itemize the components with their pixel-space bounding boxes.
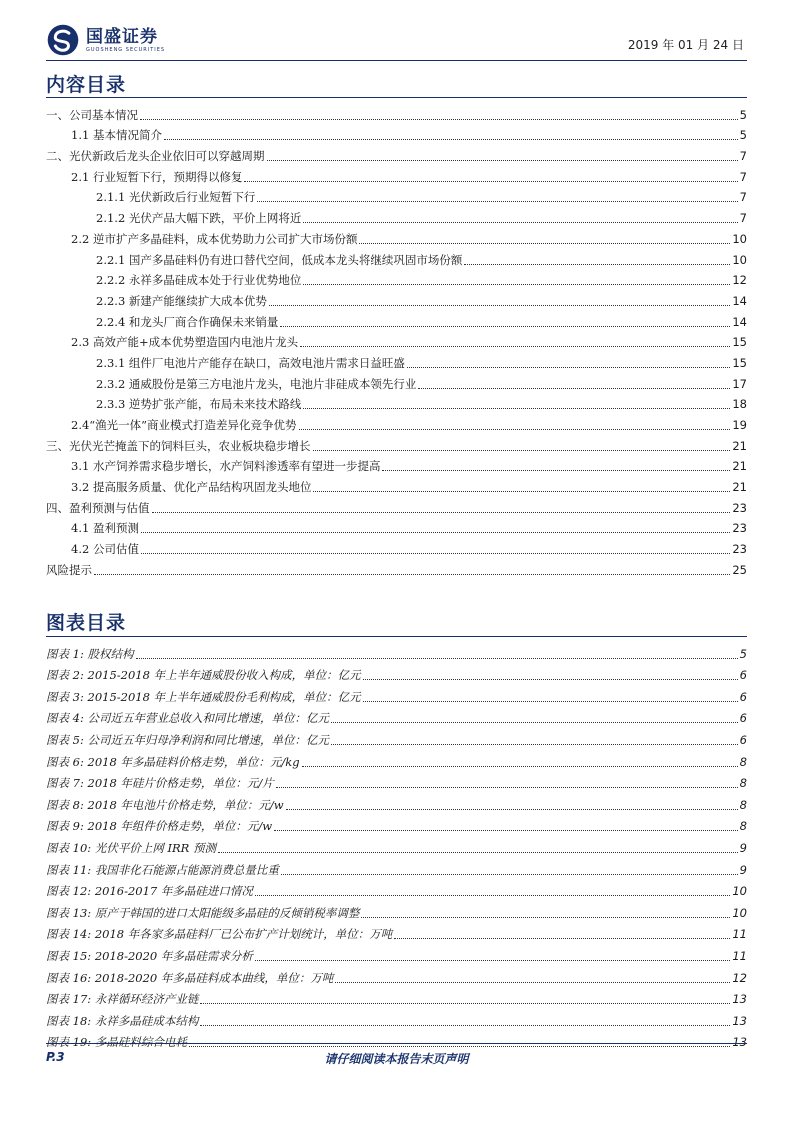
dot-leader [363, 679, 738, 680]
dot-leader [257, 201, 737, 202]
dot-leader [136, 658, 738, 659]
logo-name-cn: 国盛证券 [86, 26, 158, 47]
figure-entry-label: 图表 13: 原产于韩国的进口太阳能级多晶硅的反倾销税率调整 [46, 905, 360, 920]
toc-entry[interactable] [46, 412, 747, 433]
dot-leader [281, 874, 738, 875]
figure-entry-label: 图表 19: 多晶硅料综合电耗 [46, 1035, 187, 1050]
toc-entry-label: 2.1 行业短暂下行，预期得以修复 [71, 169, 243, 184]
figure-entry[interactable] [46, 1029, 747, 1051]
figure-entry[interactable] [46, 726, 747, 748]
figure-entry-label: 图表 6: 2018 年多晶硅料价格走势，单位：元/kg [46, 754, 300, 769]
dot-leader [255, 960, 730, 961]
figure-entry-page-number: 8 [739, 797, 747, 812]
figure-entry-page-number: 13 [732, 992, 747, 1007]
dot-leader [141, 553, 730, 554]
dot-leader [218, 852, 738, 853]
toc-entry[interactable] [46, 371, 747, 392]
company-logo [46, 22, 165, 58]
toc-entry[interactable] [46, 205, 747, 226]
dot-leader [382, 470, 730, 471]
dot-leader [363, 701, 738, 702]
dot-leader [418, 388, 730, 389]
figure-entry[interactable] [46, 705, 747, 727]
figure-entry[interactable] [46, 986, 747, 1008]
dot-leader [313, 450, 731, 451]
toc-entry[interactable] [46, 330, 747, 351]
toc-entry-page-number: 18 [732, 397, 747, 412]
figure-entry-label: 图表 2: 2015-2018 年上半年通威股份收入构成，单位：亿元 [46, 668, 361, 683]
toc-entry-label: 3.2 提高服务质量、优化产品结构巩固龙头地位 [71, 480, 312, 495]
dot-leader [407, 367, 730, 368]
dot-leader [286, 809, 738, 810]
toc-entry-page-number: 5 [739, 128, 747, 143]
footer-divider [46, 1043, 747, 1044]
toc-entry-page-number: 21 [732, 459, 747, 474]
figure-entry-label: 图表 4: 公司近五年营业总收入和同比增速，单位：亿元 [46, 711, 329, 726]
dot-leader [140, 119, 738, 120]
toc-entry[interactable] [46, 433, 747, 454]
toc-entry[interactable] [46, 226, 747, 247]
figure-entry-label: 图表 5: 公司近五年归母净利润和同比增速，单位：亿元 [46, 732, 329, 747]
figures-title: 图表目录 [46, 612, 127, 634]
figure-entry[interactable] [46, 748, 747, 770]
figure-entry-page-number: 12 [732, 970, 747, 985]
dot-leader [300, 346, 730, 347]
toc-entry-page-number: 23 [732, 500, 747, 515]
dot-leader [152, 512, 731, 513]
dot-leader [299, 429, 731, 430]
toc-entry[interactable] [46, 247, 747, 268]
figure-entry[interactable] [46, 834, 747, 856]
toc-entry-label: 4.2 公司估值 [71, 542, 139, 557]
dot-leader [280, 326, 730, 327]
figure-entry-page-number: 13 [732, 1013, 747, 1028]
toc-entry[interactable] [46, 392, 747, 413]
toc-entry[interactable] [46, 516, 747, 537]
dot-leader [255, 895, 730, 896]
toc-entry-label: 2.3.3 逆势扩张产能，布局未来技术路线 [96, 397, 302, 412]
logo-name-en: GUOSHENG SECURITIES [86, 46, 166, 53]
toc-entry-page-number: 15 [732, 355, 747, 370]
toc-entry-page-number: 19 [732, 418, 747, 432]
toc-entry-page-number: 17 [732, 376, 747, 391]
page-number: P.3 [46, 1050, 65, 1064]
toc-entry-page-number: 7 [739, 169, 747, 184]
figure-entry[interactable] [46, 662, 747, 684]
figure-entry-page-number: 10 [732, 884, 747, 899]
figure-entry[interactable] [46, 856, 747, 878]
toc-entry[interactable] [46, 102, 747, 123]
figure-entry[interactable] [46, 899, 747, 921]
figure-entry-label: 图表 10: 光伏平价上网 IRR 预测 [46, 840, 216, 855]
dot-leader [302, 766, 738, 767]
toc-entry-label: 2.2.2 永祥多晶硅成本处于行业优势地位 [96, 273, 302, 288]
toc-entry[interactable] [46, 495, 747, 516]
figure-entry-page-number: 5 [739, 646, 747, 661]
contents-title: 内容目录 [46, 74, 127, 96]
figure-entry[interactable] [46, 942, 747, 964]
figure-entry-label: 图表 14: 2018 年各家多晶硅料厂已公布扩产计划统计，单位：万吨 [46, 927, 393, 942]
figure-entry-label: 图表 3: 2015-2018 年上半年通威股份毛利构成，单位：亿元 [46, 689, 361, 704]
toc-entry-label: 4.1 盈利预测 [71, 521, 139, 536]
logo-mark-icon [46, 23, 80, 57]
figure-entry-page-number: 11 [732, 948, 747, 963]
toc-entry-page-number: 14 [732, 293, 747, 308]
figure-entry-page-number: 8 [739, 776, 747, 791]
header-divider [46, 60, 747, 61]
dot-leader [189, 1046, 731, 1047]
figure-entry-page-number: 9 [739, 840, 747, 855]
toc-entry[interactable] [46, 536, 747, 557]
dot-leader [361, 917, 730, 918]
toc-entry-page-number: 15 [732, 335, 747, 350]
contents-title-divider [46, 97, 747, 98]
dot-leader [303, 408, 730, 409]
toc-entry-label: 2.2.4 和龙头厂商合作确保未来销量 [96, 314, 279, 329]
toc-entry-label: 3.1 水产饲养需求稳步增长，水产饲料渗透率有望进一步提高 [71, 459, 381, 474]
toc-entry-page-number: 7 [739, 211, 747, 226]
figure-entry[interactable] [46, 878, 747, 900]
toc-entry-label: 1.1 基本情况简介 [71, 128, 162, 143]
figure-entry-label: 图表 15: 2018-2020 年多晶硅需求分析 [46, 948, 253, 963]
toc-entry[interactable] [46, 474, 747, 495]
figure-entry-page-number: 13 [732, 1035, 747, 1050]
toc-entry-label: 2.4“渔光一体”商业模式打造差异化竞争优势 [71, 418, 297, 432]
figure-entry[interactable] [46, 791, 747, 813]
toc-entry-label: 2.3.2 通威股份是第三方电池片龙头，电池片非硅成本领先行业 [96, 376, 417, 391]
report-date: 2019 年 01 月 24 日 [627, 38, 744, 52]
dot-leader [464, 264, 730, 265]
dot-leader [200, 1003, 730, 1004]
figures-list [46, 640, 747, 1050]
figure-entry-page-number: 8 [739, 819, 747, 834]
toc-entry-page-number: 14 [732, 314, 747, 329]
figure-entry-page-number: 8 [739, 754, 747, 769]
figures-title-divider [46, 636, 747, 637]
dot-leader [331, 744, 738, 745]
figure-entry-label: 图表 7: 2018 年硅片价格走势，单位：元/片 [46, 776, 274, 791]
toc-entry-label: 2.2.1 国产多晶硅料仍有进口替代空间，低成本龙头将继续巩固市场份额 [96, 252, 463, 267]
disclaimer-note: 请仔细阅读本报告末页声明 [324, 1052, 469, 1066]
toc-entry[interactable] [46, 454, 747, 475]
dot-leader [303, 284, 730, 285]
dot-leader [303, 222, 737, 223]
page-header [46, 22, 746, 62]
figure-entry[interactable] [46, 921, 747, 943]
figure-entry-page-number: 6 [739, 732, 747, 747]
figure-entry[interactable] [46, 683, 747, 705]
dot-leader [94, 574, 730, 575]
dot-leader [359, 243, 730, 244]
toc-entry[interactable] [46, 268, 747, 289]
toc-entry[interactable] [46, 164, 747, 185]
dot-leader [200, 1025, 730, 1026]
toc-entry-label: 2.1.1 光伏新政后行业短暂下行 [96, 190, 256, 205]
toc-entry[interactable] [46, 350, 747, 371]
dot-leader [276, 787, 738, 788]
toc-entry-label: 2.2.3 新建产能继续扩大成本优势 [96, 293, 267, 308]
dot-leader [141, 532, 730, 533]
figure-entry-label: 图表 11: 我国非化石能源占能源消费总量比重 [46, 862, 279, 877]
figure-entry-page-number: 6 [739, 689, 747, 704]
dot-leader [313, 491, 730, 492]
toc-entry[interactable] [46, 309, 747, 330]
figure-entry-label: 图表 1: 股权结构 [46, 646, 134, 661]
toc-entry-page-number: 12 [732, 273, 747, 288]
toc-entry-page-number: 25 [732, 562, 747, 577]
toc-entry-page-number: 23 [732, 521, 747, 536]
toc-entry-label: 2.3 高效产能+成本优势塑造国内电池片龙头 [71, 335, 299, 350]
toc-entry-page-number: 7 [739, 149, 747, 164]
toc-entry[interactable] [46, 143, 747, 164]
figure-entry[interactable] [46, 770, 747, 792]
figure-entry-label: 图表 8: 2018 年电池片价格走势，单位：元/w [46, 797, 284, 812]
figure-entry[interactable] [46, 640, 747, 662]
dot-leader [267, 160, 738, 161]
toc-entry-page-number: 10 [732, 252, 747, 267]
toc-entry-label: 2.1.2 光伏产品大幅下跌，平价上网将近 [96, 211, 302, 226]
toc-entry-page-number: 23 [732, 542, 747, 557]
dot-leader [335, 982, 730, 983]
toc-entry[interactable] [46, 123, 747, 144]
figure-entry-page-number: 11 [732, 927, 747, 942]
figure-entry-page-number: 10 [732, 905, 747, 920]
figure-entry[interactable] [46, 813, 747, 835]
figure-entry-page-number: 6 [739, 668, 747, 683]
toc-entry-label: 二、光伏新政后龙头企业依旧可以穿越周期 [46, 149, 265, 164]
toc-entry-label: 2.3.1 组件厂电池片产能存在缺口，高效电池片需求日益旺盛 [96, 355, 405, 370]
dot-leader [331, 722, 738, 723]
toc-entry-page-number: 7 [739, 190, 747, 205]
dot-leader [394, 938, 730, 939]
figure-entry-label: 图表 17: 永祥循环经济产业链 [46, 992, 199, 1007]
toc-entry-label: 三、光伏光芒掩盖下的饲料巨头，农业板块稳步增长 [46, 438, 311, 453]
toc-entry-page-number: 21 [732, 438, 747, 453]
contents-list [46, 102, 747, 578]
toc-entry[interactable] [46, 557, 747, 578]
toc-entry-label: 2.2 逆市扩产多晶硅料，成本优势助力公司扩大市场份额 [71, 231, 358, 246]
dot-leader [164, 139, 738, 140]
figure-entry-label: 图表 16: 2018-2020 年多晶硅料成本曲线，单位：万吨 [46, 970, 334, 985]
toc-entry[interactable] [46, 185, 747, 206]
toc-entry-page-number: 5 [739, 107, 747, 122]
figure-entry-page-number: 6 [739, 711, 747, 726]
dot-leader [269, 305, 730, 306]
figure-entry-page-number: 9 [739, 862, 747, 877]
dot-leader [244, 181, 737, 182]
figure-entry-label: 图表 18: 永祥多晶硅成本结构 [46, 1013, 199, 1028]
figure-entry[interactable] [46, 1007, 747, 1029]
toc-entry-label: 四、盈利预测与估值 [46, 500, 150, 515]
figure-entry-label: 图表 12: 2016-2017 年多晶硅进口情况 [46, 884, 253, 899]
figure-entry[interactable] [46, 964, 747, 986]
figure-entry-label: 图表 9: 2018 年组件价格走势，单位：元/w [46, 819, 273, 834]
dot-leader [274, 830, 738, 831]
toc-entry-page-number: 21 [732, 480, 747, 495]
toc-entry-page-number: 10 [732, 231, 747, 246]
toc-entry[interactable] [46, 288, 747, 309]
toc-entry-label: 一、公司基本情况 [46, 107, 138, 122]
toc-entry-label: 风险提示 [46, 562, 92, 577]
